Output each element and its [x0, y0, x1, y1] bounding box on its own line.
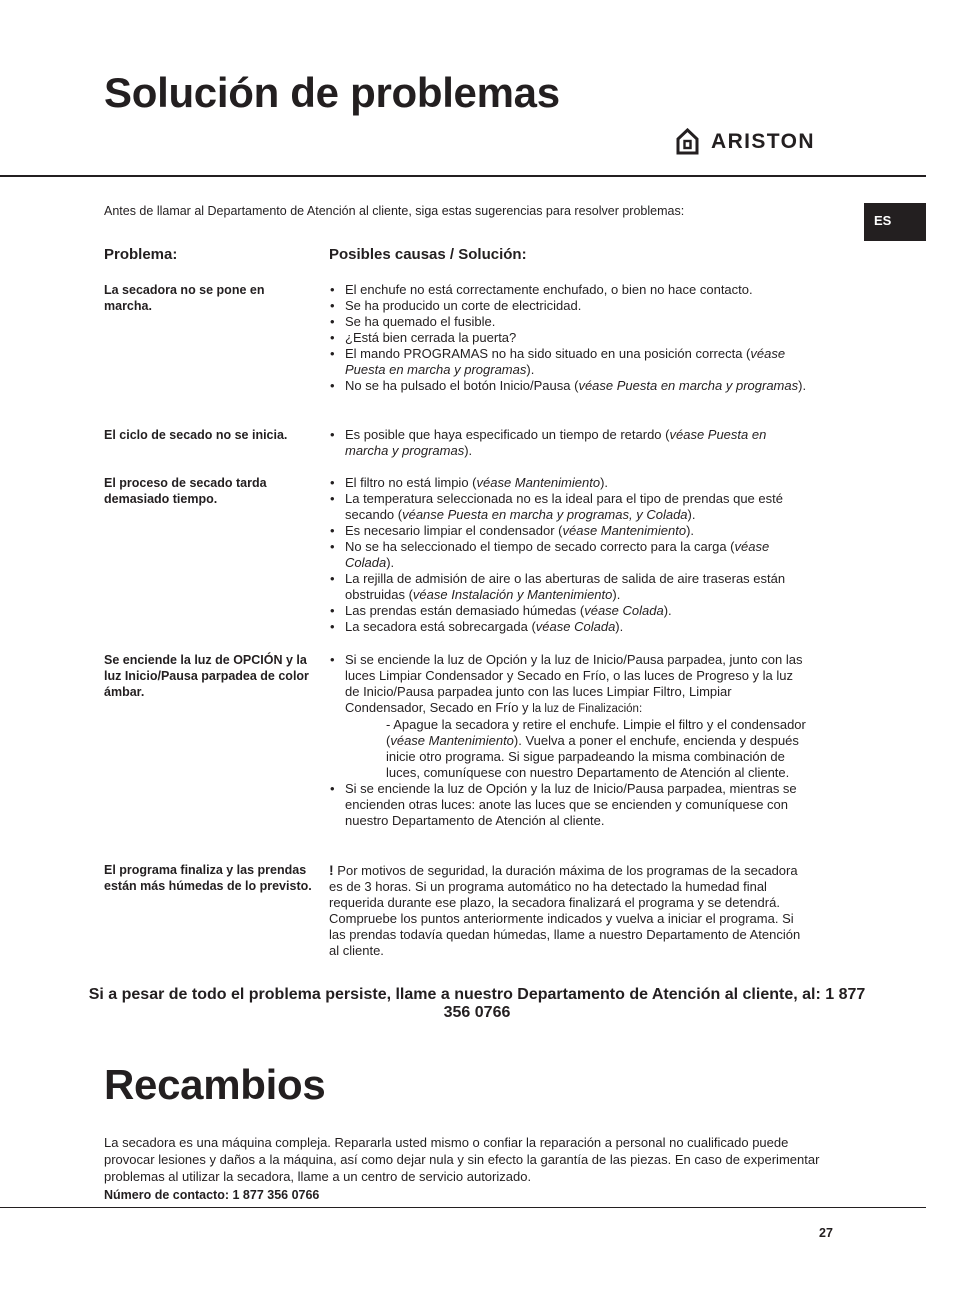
cause-item: • Es posible que haya especificado un tiempo de retardo (véase Puesta en marcha y programas). — [329, 427, 809, 459]
cause-item: • Se ha quemado el fusible. — [329, 314, 809, 330]
page-title: Solución de problemas — [104, 69, 560, 116]
intro-text: Antes de llamar al Departamento de Atención al cliente, siga estas sugerencias para resolver problemas: — [104, 204, 685, 218]
cause-item: • No se ha pulsado el botón Inicio/Pausa (véase Puesta en marcha y programas). — [329, 378, 809, 394]
page-number: 27 — [819, 1226, 833, 1240]
cause-item: • Se ha producido un corte de electricidad. — [329, 298, 809, 314]
footer-divider — [0, 1207, 926, 1208]
problem-column-heading: Problema: — [104, 246, 178, 263]
causes-list — [329, 652, 809, 829]
cause-item: • El filtro no está limpio (véase Mantenimiento). — [329, 475, 809, 491]
problem-label: El ciclo de secado no se inicia. — [104, 428, 288, 442]
causes-column-heading: Posibles causas / Solución: — [329, 246, 527, 263]
causes-list — [329, 475, 809, 635]
cause-item: • La temperatura seleccionada no es la ideal para el tipo de prendas que esté secando (véanse Puesta en marcha y programas, y Colada). — [329, 491, 809, 523]
cause-item: • El enchufe no está correctamente enchufado, o bien no hace contacto. — [329, 282, 809, 298]
problem-label: El proceso de secado tarda demasiado tiempo. — [104, 476, 267, 506]
cause-item: • Las prendas están demasiado húmedas (véase Colada). — [329, 603, 809, 619]
language-tab: ES — [864, 203, 926, 241]
section-title-recambios: Recambios — [104, 1061, 326, 1108]
recambios-paragraph: La secadora es una máquina compleja. Repararla usted mismo o confiar la reparación a personal no cualificado puede provocar lesiones y daños a la máquina, así como dejar nula y sin efecto la garantía de las piezas. En caso de experimentar problemas al utilizar la secadora, llame a un centro de servicio autorizado. — [104, 1135, 820, 1184]
problem-label: El programa finaliza y las prendas están más húmedas de lo previsto. — [104, 863, 312, 893]
problem-label: Se enciende la luz de OPCIÓN y la luz Inicio/Pausa parpadea de color ámbar. — [104, 653, 309, 699]
cause-item: • El mando PROGRAMAS no ha sido situado en una posición correcta (véase Puesta en marcha y programas). — [329, 346, 809, 378]
cause-item: • No se ha seleccionado el tiempo de secado correcto para la carga (véase Colada). — [329, 539, 809, 571]
cause-subitem: - Apague la secadora y retire el enchufe. Limpie el filtro y el condensador (véase Mantenimiento). Vuelva a poner el enchufe, encienda y después inicie otro programa. Si sigue parpadeando la misma combinación de luces, comuníquese con nuestro Departamento de Atención al cliente. — [386, 717, 806, 780]
support-call-notice: Si a pesar de todo el problema persiste, llame a nuestro Departamento de Atención al cliente, al: 1 877 356 0766 — [88, 986, 866, 1021]
problem-label: La secadora no se pone en marcha. — [104, 283, 265, 313]
brand-logo — [676, 128, 815, 155]
header-divider — [0, 175, 926, 177]
warning-mark: ! — [329, 862, 334, 878]
house-logo-icon — [676, 128, 699, 155]
safety-note: ! Por motivos de seguridad, la duración máxima de los programas de la secadora es de 3 horas. Si un programa automático no ha detectado la humedad final requerida durante ese plazo, la secadora finalizará el programa y se detendrá. Compruebe los puntos anteriormente indicados y vuelva a iniciar el programa. Si las prendas todavía quedan húmedas, llame a nuestro Departamento de Atención al cliente. — [329, 862, 801, 958]
brand-name: ARISTON — [711, 130, 815, 153]
cause-item: • Es necesario limpiar el condensador (véase Mantenimiento). — [329, 523, 809, 539]
cause-item: • Si se enciende la luz de Opción y la luz de Inicio/Pausa parpadea, mientras se encienden otras luces: anote las luces que se encienden y comuníquese con nuestro Departamento de Atención al cliente. — [329, 781, 809, 829]
causes-list — [329, 427, 809, 459]
causes-list — [329, 282, 809, 394]
cause-item: • La rejilla de admisión de aire o las aberturas de salida de aire traseras están obstruidas (véase Instalación y Mantenimiento). — [329, 571, 809, 603]
contact-number: Número de contacto: 1 877 356 0766 — [104, 1188, 320, 1202]
cause-item: • La secadora está sobrecargada (véase Colada). — [329, 619, 809, 635]
cause-item: • ¿Está bien cerrada la puerta? — [329, 330, 809, 346]
cause-item: • Si se enciende la luz de Opción y la luz de Inicio/Pausa parpadea, junto con las luces Limpiar Condensador y Secado en Frío, o las luces de Progreso y la luz de Inicio/Pausa parpadea junto con las luces Limpiar Filtro, Limpiar Condensador, Secado en Frío y la luz de Finalización: - Apague la secadora y retire el enchufe. Limpie el filtro y el condensador (véase Mantenimiento). Vuelva a poner el enchufe, encienda y después inicie otro programa. Si sigue parpadeando la misma combinación de luces, comuníquese con nuestro Departamento de Atención al cliente. — [329, 652, 809, 781]
